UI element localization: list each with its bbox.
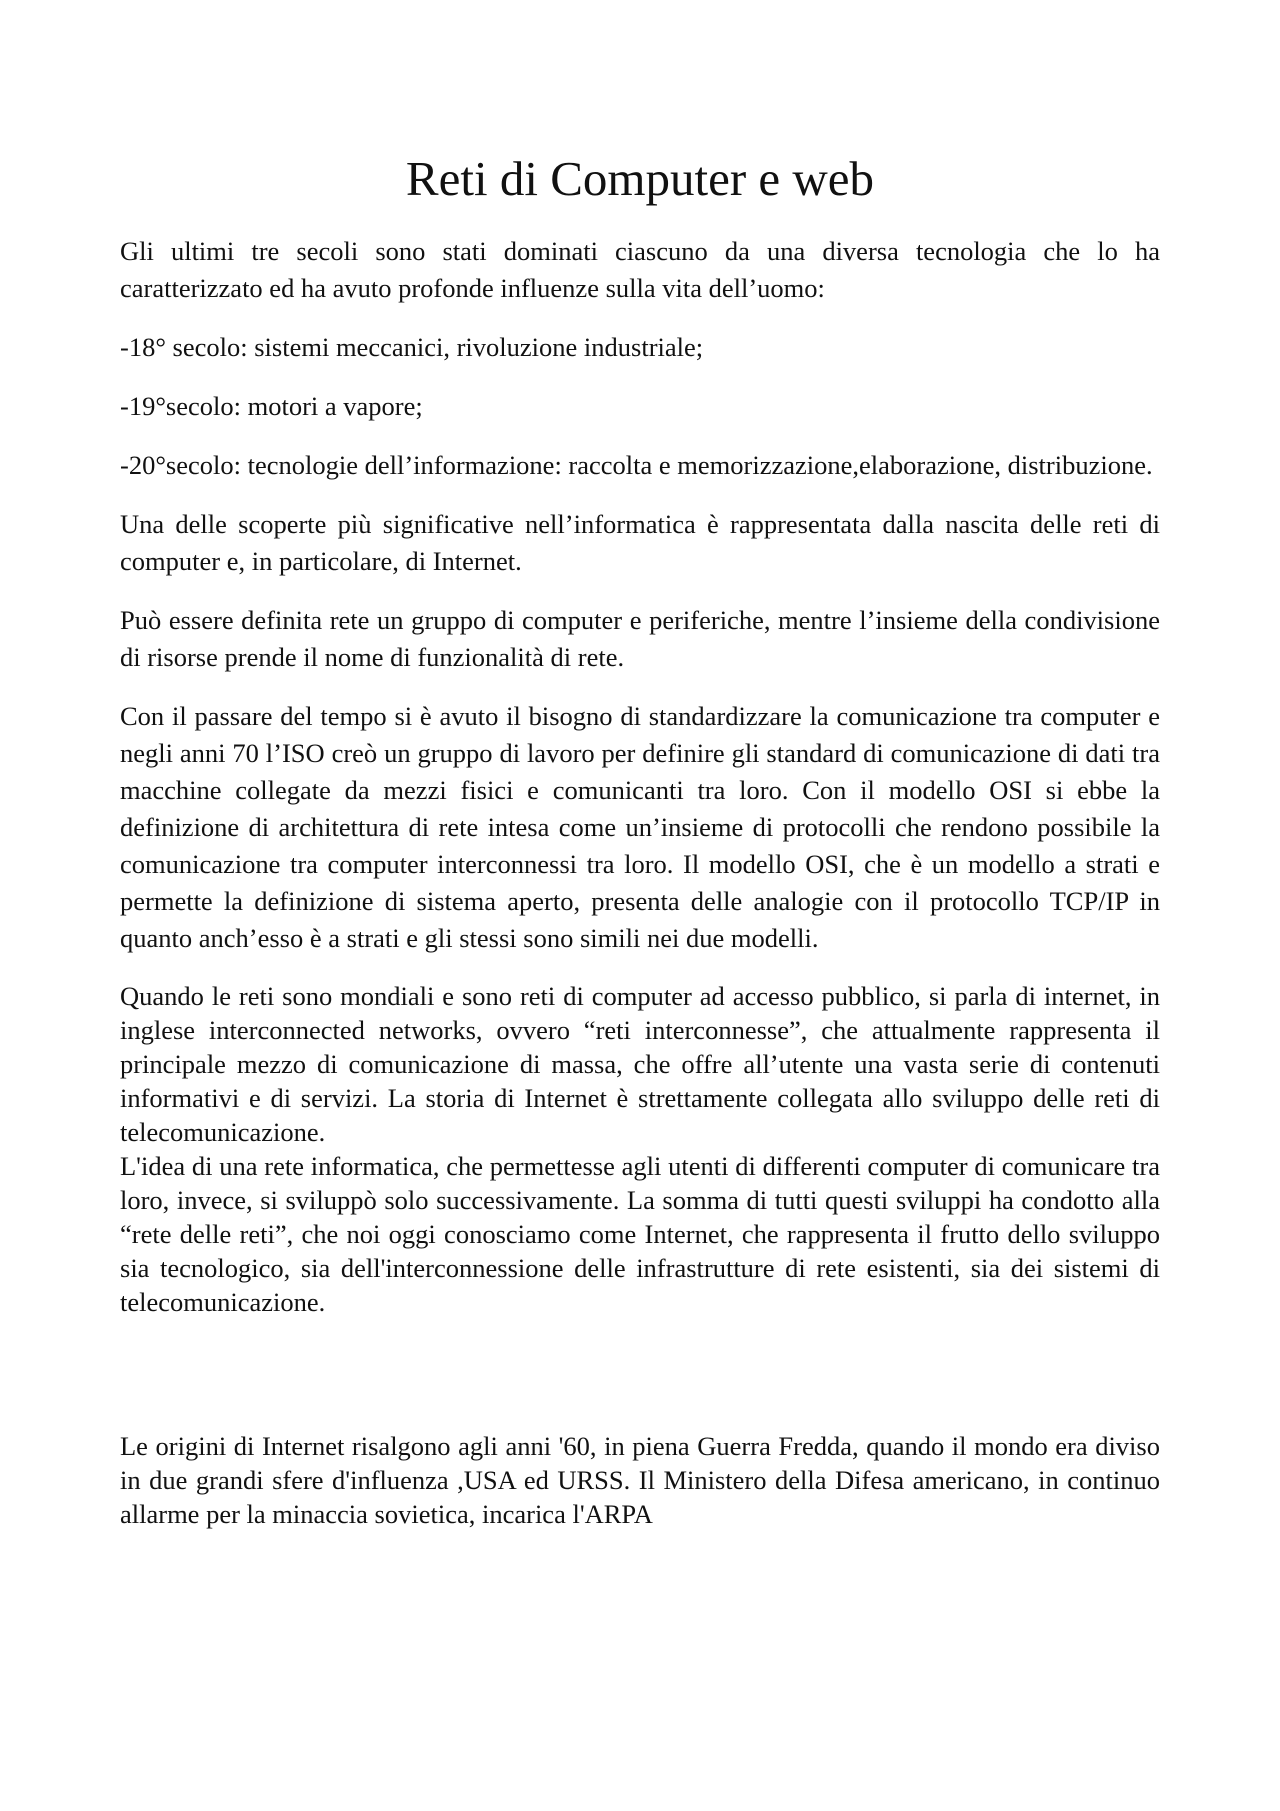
paragraph-internet-origins: Le origini di Internet risalgono agli anni '60, in piena Guerra Fredda, quando il mondo era diviso in due grandi sfere d'influenza ,USA ed URSS. Il Ministero della Difesa americano, in continuo allarme per la minaccia sovietica, incarica l'ARPA <box>120 1430 1160 1529</box>
page-title: Reti di Computer e web <box>405 151 875 206</box>
paragraph-internet-definition: Quando le reti sono mondiali e sono reti di computer ad accesso pubblico, si parla di internet, in inglese interconnected networks, ovvero “reti interconnesse”, che attualmente rappresenta il principale mezzo di comunicazione di massa, che offre all’utente una vasta serie di contenuti informativi e di servizi. La storia di Internet è strettamente collegata allo sviluppo delle reti di telecomunicazione. <box>120 980 1160 1147</box>
paragraph-18th-century: -18° secolo: sistemi meccanici, rivoluzione industriale; <box>120 331 704 362</box>
paragraph-19th-century: -19°secolo: motori a vapore; <box>120 390 423 421</box>
paragraph-20th-century: -20°secolo: tecnologie dell’informazione: raccolta e memorizzazione,elaborazione, distribuzione. <box>120 449 1153 480</box>
paragraph-intro: Gli ultimi tre secoli sono stati dominati ciascuno da una diversa tecnologia che lo ha caratterizzato ed ha avuto profonde influenze sulla vita dell’uomo: <box>120 235 1160 303</box>
paragraph-internet-development: L'idea di una rete informatica, che permettesse agli utenti di differenti computer di comunicare tra loro, invece, si sviluppò solo successivamente. La somma di tutti questi sviluppi ha condotto alla “rete delle reti”, che noi oggi conosciamo come Internet, che rappresenta il frutto dello sviluppo sia tecnologico, sia dell'interconnessione delle infrastrutture di rete esistenti, sia dei sistemi di telecomunicazione. <box>120 1150 1160 1317</box>
paragraph-osi-model: Con il passare del tempo si è avuto il bisogno di standardizzare la comunicazione tra computer e negli anni 70 l’ISO creò un gruppo di lavoro per definire gli standard di comunicazione di dati tra macchine collegate da mezzi fisici e comunicanti tra loro. Con il modello OSI si ebbe la definizione di architettura di rete intesa come un’insieme di protocolli che rendono possibile la comunicazione tra computer interconnessi tra loro. Il modello OSI, che è un modello a strati e permette la definizione di sistema aperto, presenta delle analogie con il protocollo TCP/IP in quanto anch’esso è a strati e gli stessi sono simili nei due modelli. <box>120 700 1160 953</box>
paragraph-networks-discovery: Una delle scoperte più significative nell’informatica è rappresentata dalla nascita delle reti di computer e, in particolare, di Internet. <box>120 508 1160 576</box>
document-content <box>120 150 1160 1531</box>
paragraph-network-definition: Può essere definita rete un gruppo di computer e periferiche, mentre l’insieme della condivisione di risorse prende il nome di funzionalità di rete. <box>120 604 1160 672</box>
